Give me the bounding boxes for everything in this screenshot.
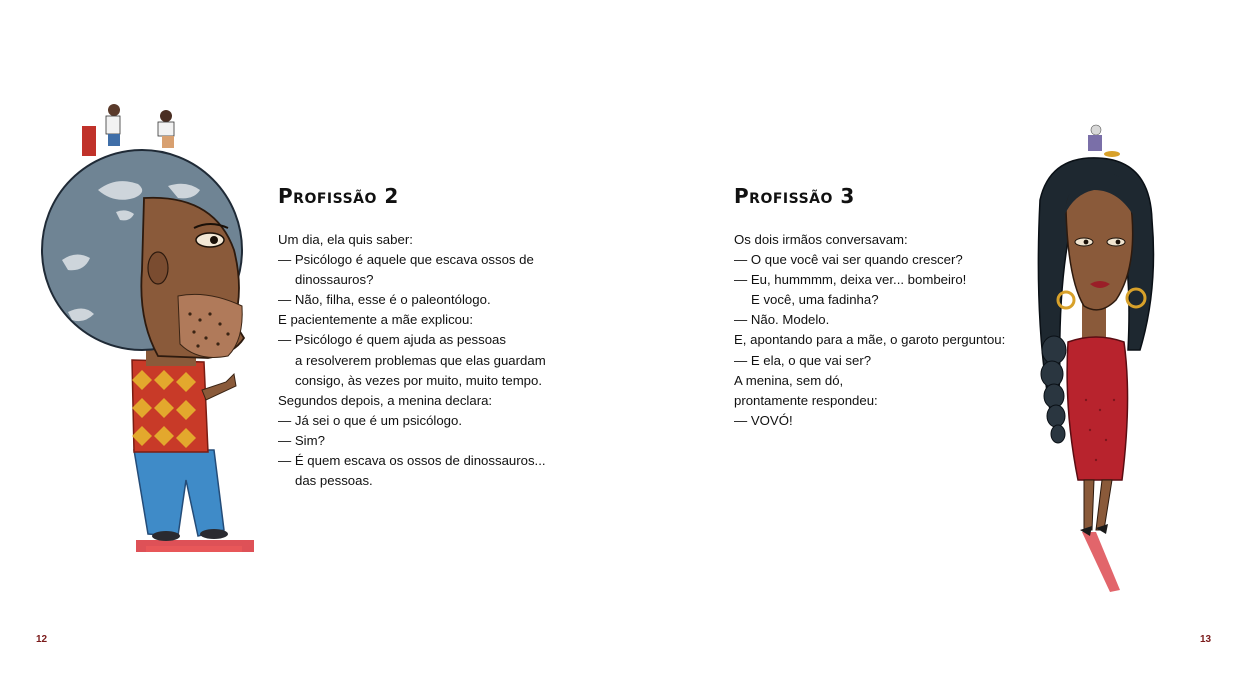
story-text-profissao-2 (278, 230, 546, 491)
page-number-left: 12 (36, 634, 48, 645)
crayon-ground-marks (1082, 532, 1120, 592)
story-text-line: — Eu, hummmm, deixa ver... bombeiro! (734, 272, 967, 288)
story-text-line: E, apontando para a mãe, o garoto perguntou: (734, 332, 1006, 348)
story-text-line: prontamente respondeu: (734, 392, 878, 408)
tiny-figures-on-head (82, 104, 174, 156)
story-text-line: E você, uma fadinha? (751, 292, 879, 308)
story-text-line: — O que você vai ser quando crescer? (734, 252, 963, 268)
story-text-line: Os dois irmãos conversavam: (734, 232, 908, 247)
page-number-right: 13 (1200, 634, 1212, 645)
story-text-line: — Não, filha, esse é o paleontólogo. (278, 292, 491, 308)
story-text-line: — Sim? (278, 432, 325, 448)
tiny-figure-on-head (1088, 125, 1120, 157)
page-title-profissao-2: Profissão 2 (278, 184, 399, 208)
story-text-line: das pessoas. (295, 473, 373, 489)
story-text-line: A menina, sem dó, (734, 372, 844, 388)
story-text-line: Um dia, ela quis saber: (278, 232, 413, 247)
page-title-profissao-3: Profissão 3 (734, 184, 855, 208)
right-page (624, 0, 1248, 681)
story-text-line: — Não. Modelo. (734, 312, 830, 328)
story-text-line: dinossauros? (295, 272, 374, 288)
story-text-line: — É quem escava os ossos de dinossauros... (278, 453, 546, 469)
story-text-line: — E ela, o que vai ser? (734, 352, 872, 368)
story-text-line: — Já sei o que é um psicólogo. (278, 412, 462, 428)
story-text-line: — Psicólogo é quem ajuda as pessoas (278, 332, 506, 348)
story-text-line: a resolverem problemas que elas guardam (295, 352, 546, 368)
illustration-man-with-globe-head (38, 100, 258, 565)
story-text-line: consigo, às vezes por muito, muito tempo. (295, 372, 543, 388)
story-text-line: Segundos depois, a menina declara: (278, 392, 493, 408)
story-text-line: — VOVÓ! (734, 412, 793, 428)
illustration-woman-with-braid (1020, 120, 1170, 595)
crayon-ground-marks (136, 540, 254, 552)
story-text-profissao-3 (734, 230, 1005, 431)
story-text-line: — Psicólogo é aquele que escava ossos de (278, 252, 534, 268)
story-text-line: E pacientemente a mãe explicou: (278, 312, 473, 328)
